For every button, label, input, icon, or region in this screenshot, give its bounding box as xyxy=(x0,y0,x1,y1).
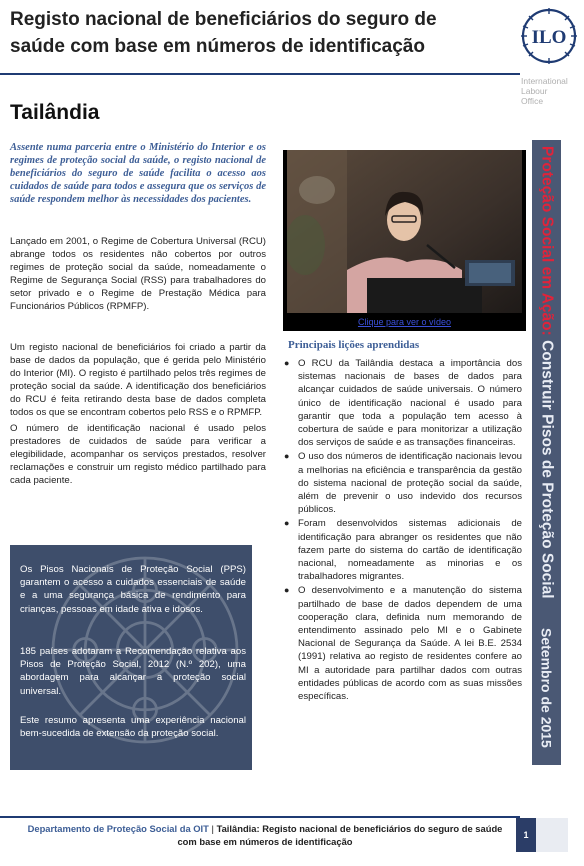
body-paragraph: O número de identificação nacional é usado pelos prestadores de cuidados de saúde para verificar a elegibilidade, acompanhar os serviços prestados, resolver reclamações e construir um registo médico partilhado para cada paciente. xyxy=(10,423,266,487)
body-paragraph: Um registo nacional de beneficiários foi criado a partir da base de dados da população, que é gerida pelo Ministério do Interior (MI). O registo é partilhado pelos três regimes de proteção social da saúde. A identificação dos beneficiários do RCU é feita retirando desta base de dados completa todos os que se encontram cobertos pelo RSS e o RPMFP. xyxy=(10,342,266,419)
header-rule xyxy=(0,73,520,75)
body-paragraph: Lançado em 2001, o Regime de Cobertura Universal (RCU) abrange todos os residentes não cobertos por outros regimes de proteção social da saúde, nomeadamente o Regime de Segurança Social (RSS) para trabalhadores do setor privado e o Regime de Prestação Médica para Funcionários Públicos (RPMFP). xyxy=(10,236,266,313)
lesson-text: O uso dos números de identificação nacionais levou a melhorias na eficiência e transparência da gestão do sistema nacional de proteção social da saúde, além de prevenir o uso indevido dos recursos públicos. xyxy=(298,451,522,516)
series-prefix: Proteção Social em Ação: xyxy=(538,146,556,336)
bullet-icon: ● xyxy=(284,451,290,462)
document-header xyxy=(0,0,584,74)
publication-date-text: Setembro de 2015 xyxy=(538,628,555,748)
lesson-item xyxy=(280,517,522,583)
footer-separator: | xyxy=(208,823,217,834)
ilo-logo-text: ILO xyxy=(531,27,567,48)
pps-info-box xyxy=(10,545,252,770)
footer-title: Tailândia: Registo nacional de beneficiários do seguro de saúde com base em números de identificação xyxy=(177,823,503,847)
ilo-caption-line: Office xyxy=(521,96,544,106)
lessons-heading: Principais lições aprendidas xyxy=(288,339,420,351)
pps-paragraph: Este resumo apresenta uma experiência nacional bem-sucedida de extensão da proteção social. xyxy=(20,715,246,740)
country-heading: Tailândia xyxy=(10,101,100,124)
lesson-text: O RCU da Tailândia destaca a importância dos sistemas nacionais de bases de dados para alcançar cuidados de saúde universais. O número único de identificação nacional é usado para garantir que toda a população tem acesso à cobertura de saúde e para monitorizar a utilização dos serviços de saúde e as transações financeiras. xyxy=(298,358,522,449)
ilo-caption-line: Labour xyxy=(521,86,548,96)
video-link[interactable]: Clique para ver o vídeo xyxy=(357,317,452,327)
bullet-icon: ● xyxy=(284,518,290,529)
pps-paragraph: 185 países adotaram a Recomendação relativa aos Pisos de Proteção Social, 2012 (N.º 202), uma abordagem para alcançar a proteção social universal. xyxy=(20,646,246,697)
publication-date xyxy=(532,628,561,763)
video-player[interactable] xyxy=(283,150,526,331)
footer xyxy=(20,822,510,848)
video-thumbnail[interactable] xyxy=(287,150,522,313)
ilo-logo-icon xyxy=(519,6,579,66)
lesson-text: Foram desenvolvidos sistemas adicionais de identificação para abranger os residentes que não fazem parte do sistema do cartão de identificação nacional, nomeadamente as minorias e os trabalhadores migrantes. xyxy=(298,518,522,583)
lesson-item xyxy=(280,450,522,516)
page-number: 1 xyxy=(516,818,536,852)
footer-department: Departamento de Proteção Social da OIT xyxy=(27,823,209,834)
intro-summary: Assente numa parceria entre o Ministério do Interior e os regimes de proteção social da saúde, o registo nacional de beneficiários do seguro de saúde facilita o acesso aos cuidados de saúde para todos e assegura que os serviços de saúde respondem melhor às necessidades dos pacientes. xyxy=(10,142,266,205)
bullet-icon: ● xyxy=(284,358,290,368)
pps-paragraph: Os Pisos Nacionais de Proteção Social (PPS) garantem o acesso a cuidados essenciais de saúde e a uma segurança básica de rendimento para crianças, pessoas em idade ativa e idosos. xyxy=(20,564,246,615)
lesson-item xyxy=(280,357,522,449)
document-title: Registo nacional de beneficiários do seguro de saúde com base em números de identificação xyxy=(10,9,437,57)
lessons-list xyxy=(280,357,522,704)
series-suffix: Construir Pisos de Proteção Social xyxy=(538,335,556,599)
lesson-text: O desenvolvimento e a manutenção do sistema partilhado de base de dados dependem de uma cooperação clara, definida num memorando de entendimento assinado pelo MI e o Gabinete Nacional de Segurança da Saúde. A lei B.E. 2534 (1991) relativa ao registo de residentes confere ao MI a autoridade para partilhar dados com outras entidades públicas de acordo com as suas missões específicas. xyxy=(298,585,522,703)
ilo-caption-line: International xyxy=(521,76,568,86)
lesson-item xyxy=(280,584,522,703)
ilo-caption xyxy=(521,76,581,106)
footer-rule xyxy=(0,816,520,818)
bullet-icon: ● xyxy=(284,585,290,596)
